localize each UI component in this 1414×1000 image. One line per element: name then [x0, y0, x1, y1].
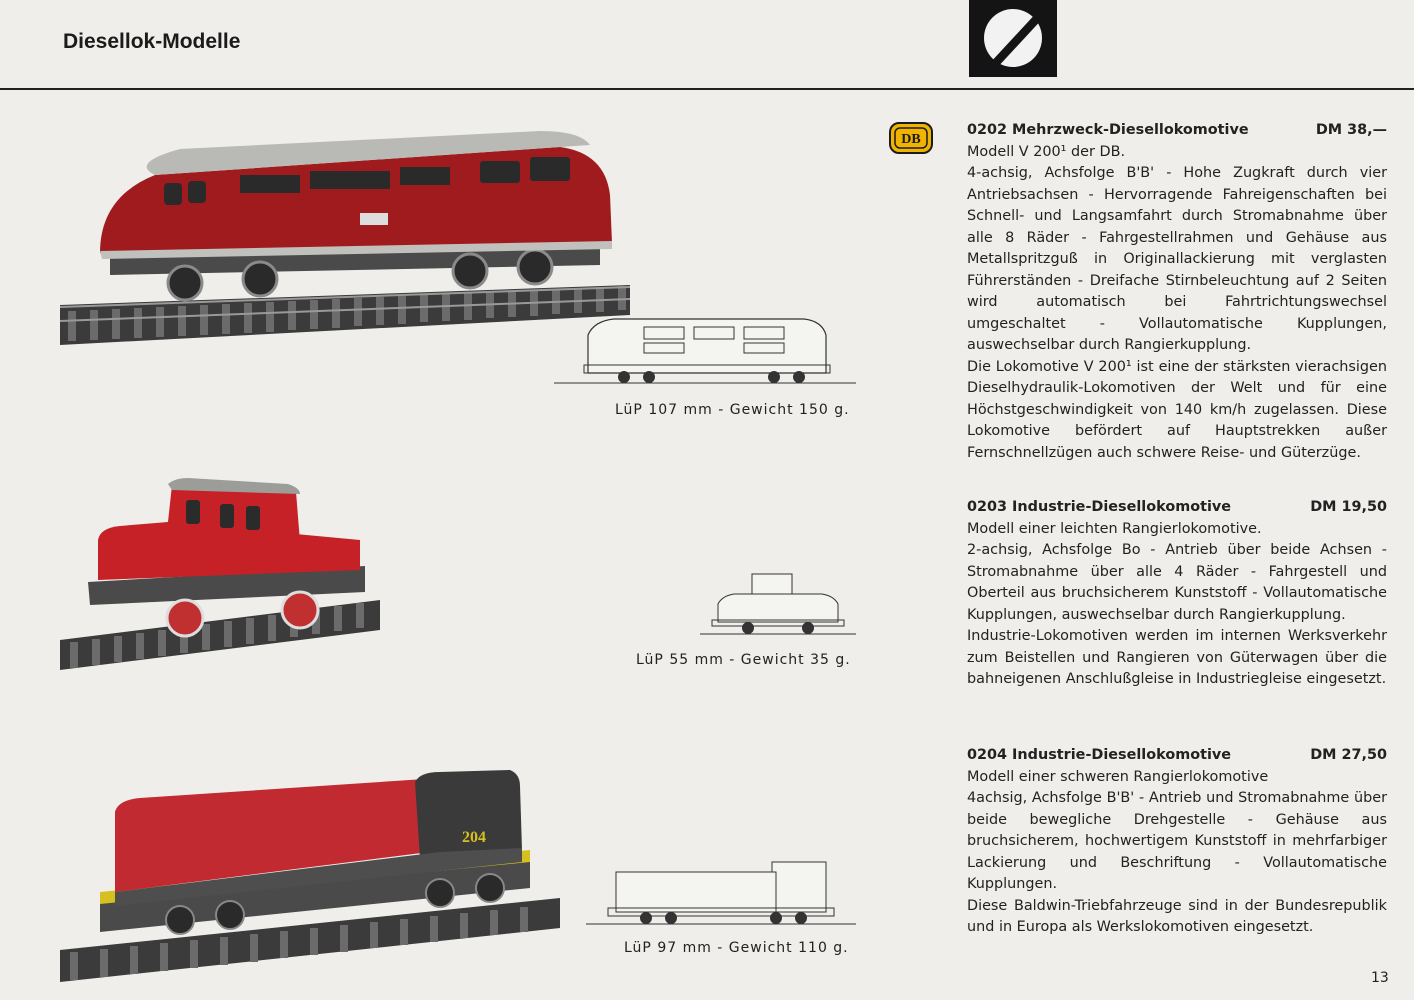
- entry-title: 0203 Industrie-Diesellokomotive: [967, 499, 1232, 515]
- entry-0203: [967, 497, 1387, 691]
- v200-line-drawing: [554, 315, 856, 387]
- db-logo-icon: [889, 122, 933, 154]
- entry-0202: [967, 120, 1387, 464]
- industrie-light-caption: LüP 55 mm - Gewicht 35 g.: [636, 652, 851, 668]
- page-number: 13: [1371, 970, 1389, 986]
- entry-0204: [967, 745, 1387, 939]
- entry-paragraph: 2-achsig, Achsfolge Bo - Antrieb über beide Achsen - Stromabnahme über alle 4 Räder - Fahrgestell und Oberteil aus bruchsicherem Kunststoff - Vollautomatische Kupplungen, auswechselbar durch Rangierkupplung.: [967, 542, 1387, 623]
- page-title: Diesellok-Modelle: [63, 30, 241, 53]
- entry-header: [967, 497, 1387, 519]
- entry-price: DM 27,50: [1310, 747, 1387, 763]
- entry-paragraph: Modell einer schweren Rangierlokomotive: [967, 768, 1269, 785]
- entry-price: DM 19,50: [1310, 499, 1387, 515]
- entry-paragraph: Diese Baldwin-Triebfahrzeuge sind in der Bundesrepublik und in Europa als Werkslokomotiven eingesetzt.: [967, 897, 1387, 935]
- entry-header: [967, 745, 1387, 767]
- entry-paragraph: Modell einer leichten Rangierlokomotive.: [967, 520, 1262, 537]
- industrie-light-line-drawing: [700, 570, 856, 638]
- entry-paragraph: 4achsig, Achsfolge B'B' - Antrieb und Stromabnahme über beide bewegliche Drehgestelle - Gehäuse aus bruchsicherem, hochwertigem Kunststoff in mehrfarbiger Lackierung und Beschriftung - Vollautomatische Kupplungen.: [967, 790, 1387, 892]
- industrie-light-photo: [60, 470, 380, 675]
- header-rule: [0, 88, 1414, 90]
- baldwin-caption: LüP 97 mm - Gewicht 110 g.: [624, 940, 849, 956]
- db-logo-text: DB: [901, 132, 921, 147]
- brand-logo: [969, 0, 1057, 77]
- entry-title: 0204 Industrie-Diesellokomotive: [967, 747, 1232, 763]
- entry-paragraph: 4-achsig, Achsfolge B'B' - Hohe Zugkraft durch vier Antriebsachsen - Hervorragende Fahreigenschaften bei Schnell- und Langsamfahrt durch Stromabnahme über alle 8 Räder - Fahrgestellrahmen und Gehäuse aus Metallspritzguß in Originallackierung mit verglasten Führerständen - Dreifache Stirnbeleuchtung auf 2 Seiten wird automatisch bei Fahrtrichtungswechsel umgeschaltet - Vollautomatische Kupplungen, auswechselbar durch Rangierkupplung.: [967, 165, 1387, 353]
- baldwin-line-drawing: [586, 858, 856, 930]
- v200-caption: LüP 107 mm - Gewicht 150 g.: [615, 402, 850, 418]
- v200-photo: [60, 125, 630, 350]
- entry-body: [967, 142, 1387, 465]
- entry-title: 0202 Mehrzweck-Diesellokomotive: [967, 122, 1249, 138]
- baldwin-number: 204: [462, 829, 486, 846]
- entry-body: [967, 767, 1387, 939]
- entry-body: [967, 519, 1387, 691]
- baldwin-photo: [60, 770, 560, 985]
- entry-paragraph: Die Lokomotive V 200¹ ist eine der stärksten vierachsigen Dieselhydraulik-Lokomotiven der Welt und für eine Höchstgeschwindigkeit von 140 km/h zugelassen. Diese Lokomotive befördert auf Hauptstrekken außer Fernschnellzügen auch schwere Reise- und Güterzüge.: [967, 358, 1387, 461]
- entry-price: DM 38,—: [1315, 122, 1387, 138]
- entry-header: [967, 120, 1387, 142]
- entry-paragraph: Modell V 200¹ der DB.: [967, 143, 1126, 160]
- entry-paragraph: Industrie-Lokomotiven werden im internen Werksverkehr zum Beistellen und Rangieren von Güterwagen über die bahneigenen Anschlußgleise in Industriegleise eingesetzt.: [967, 628, 1387, 687]
